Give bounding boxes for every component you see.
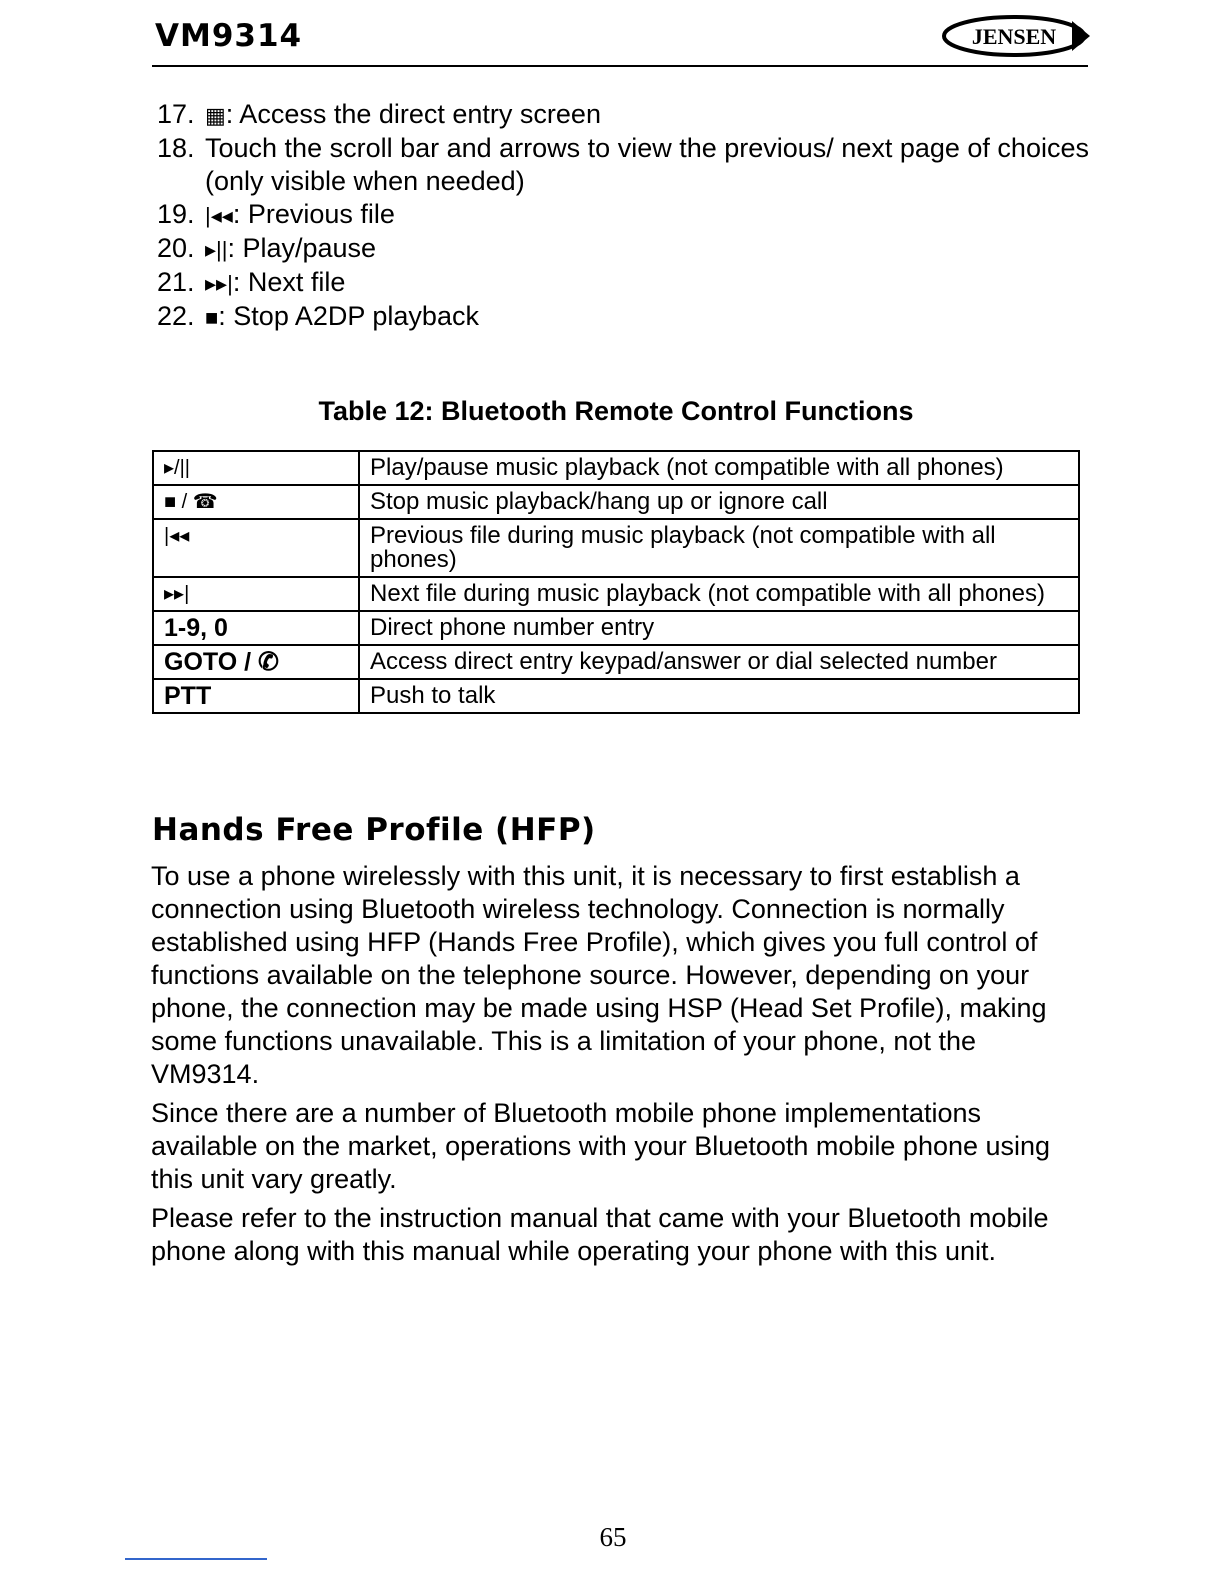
function-key: PTT bbox=[153, 679, 359, 713]
step-text: : Stop A2DP playback bbox=[218, 301, 479, 331]
play-pause-icon: ▸|| bbox=[205, 237, 228, 262]
model-title: VM9314 bbox=[155, 18, 303, 54]
list-item bbox=[157, 266, 1097, 300]
list-item bbox=[157, 300, 1097, 334]
list-item bbox=[157, 98, 1097, 132]
paragraph: Since there are a number of Bluetooth mobile phone implementations available on the market, operations with your Bluetooth mobile phone using this unit vary greatly. bbox=[151, 1098, 1051, 1194]
keypad-icon: ▦ bbox=[205, 103, 226, 128]
header-divider bbox=[152, 65, 1088, 67]
step-number: 21. bbox=[157, 267, 195, 297]
function-description: Next file during music playback (not compatible with all phones) bbox=[359, 577, 1079, 611]
previous-icon: |◂◂ bbox=[153, 519, 359, 577]
step-text: : Next file bbox=[232, 267, 346, 297]
table-title: Table 12: Bluetooth Remote Control Functions bbox=[318, 396, 914, 426]
function-description: Play/pause music playback (not compatible with all phones) bbox=[359, 451, 1079, 485]
step-number: 20. bbox=[157, 233, 195, 263]
paragraph: To use a phone wirelessly with this unit, it is necessary to first establish a connection using Bluetooth wireless technology. Connection is normally established using HFP (Hands Free Profile), which gives you full control of functions available on the telephone source. However, depending on your phone, the connection may be made using HSP (Head Set Profile), making some functions unavailable. This is a limitation of your phone, not the VM9314. bbox=[151, 861, 1047, 1089]
step-number: 19. bbox=[157, 199, 195, 229]
next-icon: ▸▸| bbox=[153, 577, 359, 611]
table-row bbox=[153, 485, 1079, 519]
step-text: : Play/pause bbox=[227, 233, 377, 263]
table-row bbox=[153, 645, 1079, 679]
list-item bbox=[157, 198, 1097, 232]
table-row bbox=[153, 519, 1079, 577]
section-heading: Hands Free Profile (HFP) bbox=[152, 812, 596, 848]
paragraph: Please refer to the instruction manual that came with your Bluetooth mobile phone along with this manual while operating your phone with this unit. bbox=[151, 1203, 1049, 1266]
table-row bbox=[153, 451, 1079, 485]
table-row bbox=[153, 679, 1079, 713]
table-row bbox=[153, 577, 1079, 611]
step-number: 22. bbox=[157, 301, 195, 331]
step-number: 17. bbox=[157, 99, 195, 129]
step-list bbox=[157, 98, 1097, 334]
function-description: Access direct entry keypad/answer or dial selected number bbox=[359, 645, 1079, 679]
step-number: 18. bbox=[157, 133, 195, 163]
remote-functions-table bbox=[152, 450, 1080, 714]
logo-text: JENSEN bbox=[971, 24, 1057, 49]
function-key: 1-9, 0 bbox=[153, 611, 359, 645]
play-pause-icon: ▸/|| bbox=[153, 451, 359, 485]
jensen-logo bbox=[940, 13, 1092, 59]
step-text: : Access the direct entry screen bbox=[225, 99, 601, 129]
function-description: Stop music playback/hang up or ignore call bbox=[359, 485, 1079, 519]
step-text: Touch the scroll bar and arrows to view the previous/ next page of choices (only visible when needed) bbox=[205, 133, 1089, 196]
table-row bbox=[153, 611, 1079, 645]
function-description: Direct phone number entry bbox=[359, 611, 1079, 645]
list-item bbox=[157, 232, 1097, 266]
next-icon: ▸▸| bbox=[205, 271, 233, 296]
function-description: Previous file during music playback (not compatible with all phones) bbox=[359, 519, 1079, 577]
stop-icon: ■ bbox=[205, 305, 219, 330]
function-description: Push to talk bbox=[359, 679, 1079, 713]
stop-hangup-icon: ■ / ☎ bbox=[153, 485, 359, 519]
section-body bbox=[151, 860, 1081, 1274]
list-item bbox=[157, 132, 1097, 198]
function-key: GOTO / ✆ bbox=[153, 645, 359, 679]
previous-icon: |◂◂ bbox=[205, 203, 233, 228]
page-number: 65 bbox=[599, 1522, 627, 1552]
footer-link-underline bbox=[125, 1558, 267, 1560]
step-text: : Previous file bbox=[232, 199, 395, 229]
